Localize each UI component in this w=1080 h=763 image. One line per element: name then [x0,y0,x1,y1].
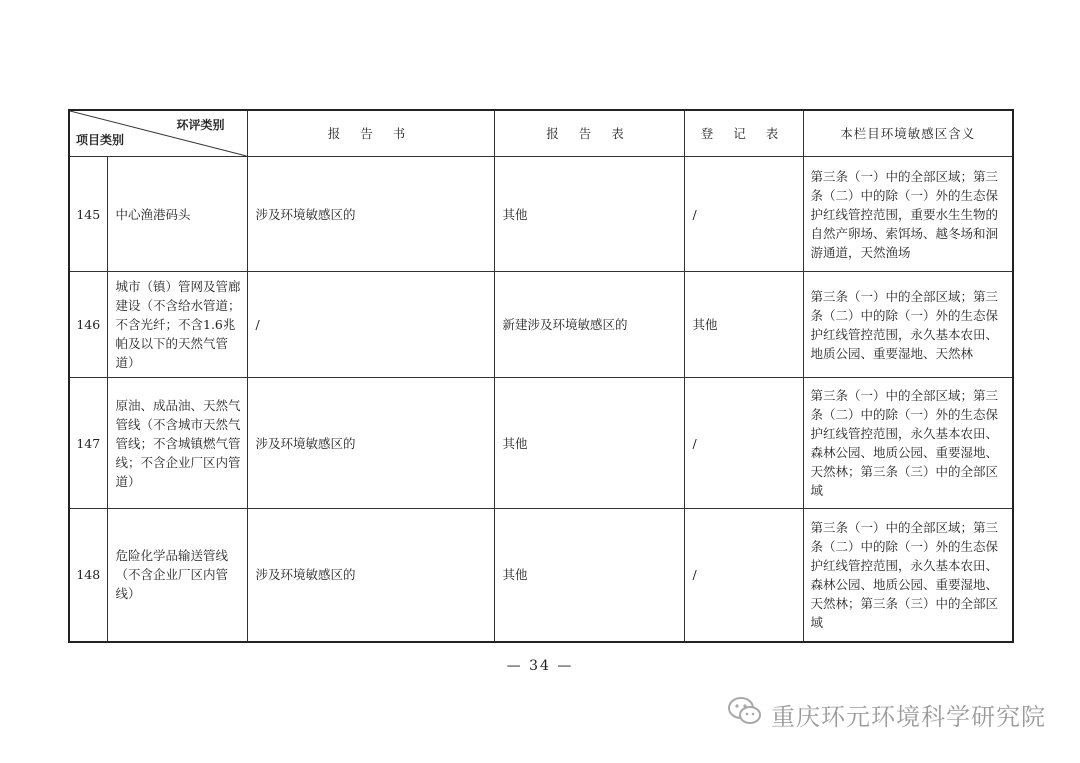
header-registration: 登 记 表 [684,110,803,157]
report-book-cell: 涉及环境敏感区的 [247,378,494,509]
registration-cell: 其他 [684,272,803,378]
row-number: 145 [69,157,107,272]
registration-cell: / [684,157,803,272]
meaning-cell: 第三条（一）中的全部区域；第三条（二）中的除（一）外的生态保护红线管控范围，永久基本农田、地质公园、重要湿地、天然林 [803,272,1013,378]
report-book-cell: 涉及环境敏感区的 [247,157,494,272]
table-row [69,378,1013,509]
row-number: 146 [69,272,107,378]
meaning-cell: 第三条（一）中的全部区域；第三条（二）中的除（一）外的生态保护红线管控范围，重要水生生物的自然产卵场、索饵场、越冬场和洄游通道，天然渔场 [803,157,1013,272]
watermark [727,696,1046,732]
report-form-cell: 其他 [494,378,684,509]
classification-table [68,109,1014,643]
row-number: 148 [69,509,107,642]
watermark-text: 重庆环元环境科学研究院 [771,702,1046,731]
header-report-form: 报 告 表 [494,110,684,157]
project-name: 原油、成品油、天然气管线（不含城市天然气管线；不含城镇燃气管线；不含企业厂区内管道） [107,378,247,509]
project-name: 危险化学品输送管线（不含企业厂区内管线） [107,509,247,642]
report-form-cell: 其他 [494,157,684,272]
header-env-category: 环评类别 [176,118,225,132]
diagonal-header-cell [69,110,247,157]
report-form-cell: 新建涉及环境敏感区的 [494,272,684,378]
report-book-cell: 涉及环境敏感区的 [247,509,494,642]
registration-cell: / [684,509,803,642]
table-row [69,272,1013,378]
meaning-cell: 第三条（一）中的全部区域；第三条（二）中的除（一）外的生态保护红线管控范围，永久基本农田、森林公园、地质公园、重要湿地、天然林；第三条（三）中的全部区域 [803,509,1013,642]
project-name: 中心渔港码头 [107,157,247,272]
header-row [69,110,1013,157]
header-project-category: 项目类别 [76,133,125,147]
wechat-icon [727,696,763,732]
header-meaning: 本栏目环境敏感区含义 [803,110,1013,157]
row-number: 147 [69,378,107,509]
meaning-cell: 第三条（一）中的全部区域；第三条（二）中的除（一）外的生态保护红线管控范围，永久基本农田、森林公园、地质公园、重要湿地、天然林；第三条（三）中的全部区域 [803,378,1013,509]
report-form-cell: 其他 [494,509,684,642]
registration-cell: / [684,378,803,509]
header-report-book: 报 告 书 [247,110,494,157]
table-row [69,157,1013,272]
project-name: 城市（镇）管网及管廊建设（不含给水管道；不含光纤；不含1.6兆帕及以下的天然气管道） [107,272,247,378]
page-number: — 34 — [506,658,574,674]
table-row [69,509,1013,642]
report-book-cell: / [247,272,494,378]
